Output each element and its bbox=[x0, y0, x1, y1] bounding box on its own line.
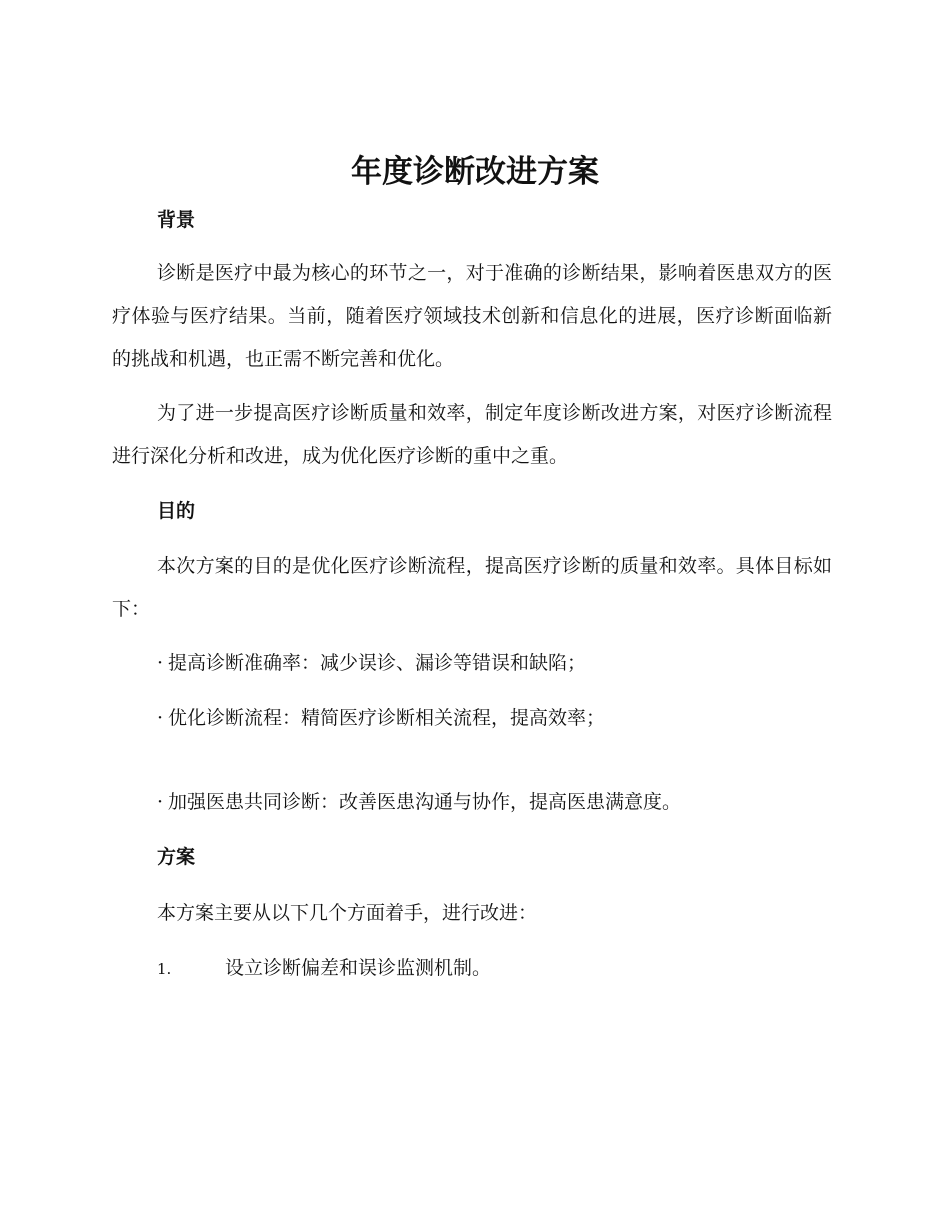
purpose-bullet-text: 提高诊断准确率：减少误诊、漏诊等错误和缺陷； bbox=[168, 652, 587, 674]
purpose-bullet-text: 加强医患共同诊断：改善医患沟通与协作，提高医患满意度。 bbox=[168, 791, 682, 813]
bullet-dot-icon: · bbox=[157, 707, 164, 729]
plan-item-number: 1. bbox=[157, 960, 172, 978]
purpose-intro: 本次方案的目的是优化医疗诊断流程，提高医疗诊断的质量和效率。具体目标如下： bbox=[112, 555, 832, 620]
plan-item-text: 设立诊断偏差和误诊监测机制。 bbox=[225, 957, 492, 979]
section-heading-plan: 方案 bbox=[157, 846, 196, 868]
plan-intro: 本方案主要从以下几个方面着手，进行改进： bbox=[157, 902, 538, 924]
purpose-bullet-item bbox=[157, 788, 681, 816]
document-title: 年度诊断改进方案 bbox=[351, 154, 599, 190]
section-heading-background: 背景 bbox=[157, 209, 196, 231]
purpose-bullet-item bbox=[157, 704, 605, 732]
purpose-bullet-item bbox=[157, 649, 586, 677]
bullet-dot-icon: · bbox=[157, 791, 164, 813]
background-paragraph-1: 诊断是医疗中最为核心的环节之一，对于准确的诊断结果，影响着医患双方的医疗体验与医疗结果。当前，随着医疗领域技术创新和信息化的进展，医疗诊断面临新的挑战和机遇，也正需不断完善和优化。 bbox=[112, 262, 832, 370]
purpose-bullet-text: 优化诊断流程：精简医疗诊断相关流程，提高效率； bbox=[168, 707, 606, 729]
bullet-dot-icon: · bbox=[157, 652, 164, 674]
background-paragraph-2: 为了进一步提高医疗诊断质量和效率，制定年度诊断改进方案，对医疗诊断流程进行深化分析和改进，成为优化医疗诊断的重中之重。 bbox=[112, 402, 832, 467]
section-heading-purpose: 目的 bbox=[157, 500, 196, 522]
